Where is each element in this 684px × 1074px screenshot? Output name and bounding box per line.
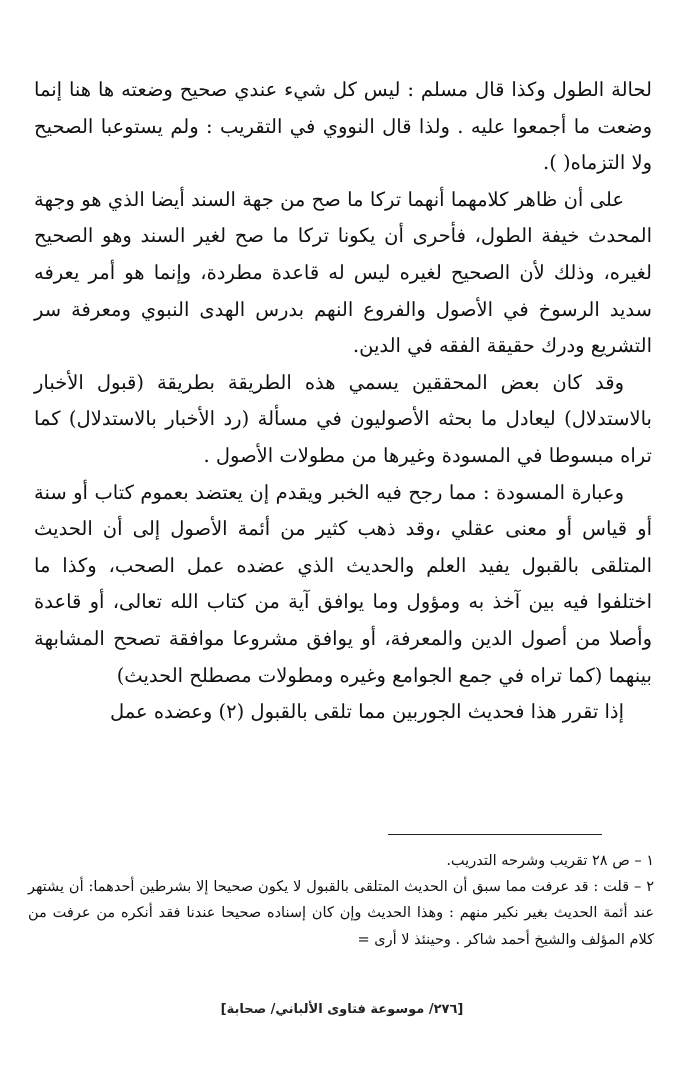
- paragraph-3: وقد كان بعض المحققين يسمي هذه الطريقة بطريقة (قبول الأخبار بالاستدلال) ليعادل ما بحثه الأصوليون في مسألة (رد الأخبار بالاستدلال) كما تراه مبسوطا في المسودة وغيرها من مطولات الأصول .: [34, 370, 652, 467]
- main-text-body: [34, 72, 652, 731]
- paragraph-4: وعبارة المسودة : مما رجح فيه الخبر ويقدم إن يعتضد بعموم كتاب أو سنة أو قياس أو معنى عقلي ،وقد ذهب كثير من أئمة الأصول إلى أن الحديث المتلقى بالقبول يفيد العلم والحديث الذي عضده عمل الصحب، وكذا ما اختلفوا فيه بين آخذ به ومؤول وما يوافق آية من كتاب الله تعالى، أو قاعدة وأصلا من أصول الدين والمعرفة، أو يوافق مشروعا موافقة تصحح المشابهة بينهما (كما تراه في جمع الجوامع وغيره ومطولات مصطلح الحديث): [34, 480, 652, 687]
- footnote-1: ١ – ص ٢٨ تقريب وشرحه التدريب.: [446, 853, 654, 869]
- paragraph-5: إذا تقرر هذا فحديث الجوربين مما تلقى بالقبول (٢) وعضده عمل: [110, 700, 624, 724]
- paragraph-2: على أن ظاهر كلامهما أنهما تركا ما صح من جهة السند أيضا الذي هو وجهة المحدث خيفة الطول، فأحرى أن يكونا تركا ما صح لغير السند وهو الصحيح لغيره، وذلك لأن الصحيح لغيره ليس له قاعدة مطردة، وإنما هو أمر يعرفه سديد الرسوخ في الأصول والفروع النهم بدرس الهدى النبوي ومعرفة سر التشريع ودرك حقيقة الفقه في الدين.: [34, 187, 652, 358]
- footnotes: [28, 848, 654, 953]
- page-footer: [٢٧٦/ موسوعة فتاوى الألباني/ صحابة]: [220, 1002, 464, 1017]
- footnote-divider: [388, 834, 602, 835]
- paragraph-1: لحالة الطول وكذا قال مسلم : ليس كل شيء عندي صحيح وضعته ها هنا إنما وضعت ما أجمعوا عليه . ولذا قال النووي في التقريب : ولم يستوعبا الصحيح ولا التزماه( ).: [34, 78, 652, 175]
- footnote-2: ٢ – قلت : قد عرفت مما سبق أن الحديث المتلقى بالقبول لا يكون صحيحا إلا بشرطين أحدهما: أن يشتهر عند أئمة الحديث بغير نكير منهم : وهذا الحديث وإن كان إسناده صحيحا عندنا فقد أنكره من عرفت من كلام المؤلف والشيخ أحمد شاكر . وحينئذ لا أرى =: [28, 879, 654, 948]
